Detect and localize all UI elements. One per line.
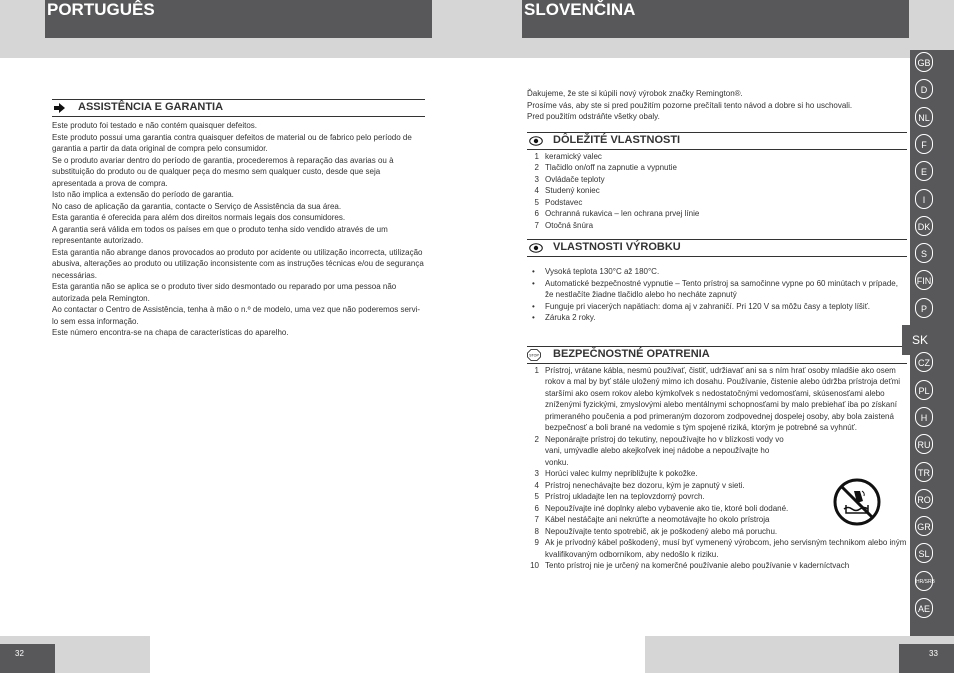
warranty-paragraph: Este produto possui uma garantia contra quaisquer defeitos de material ou de fabrico pelo período de garantia a partir da data original de compra pelo consumidor. bbox=[52, 132, 412, 153]
language-tab-s[interactable]: S bbox=[915, 243, 933, 263]
list-item bbox=[527, 560, 907, 572]
left-page-header bbox=[45, 0, 432, 38]
right-page-header bbox=[522, 0, 909, 38]
language-tab-sl[interactable]: SL bbox=[915, 543, 933, 563]
item-text: Podstavec bbox=[545, 197, 583, 207]
list-item bbox=[527, 220, 907, 232]
item-text: Studený koniec bbox=[545, 186, 600, 195]
item-text: Neponárajte prístroj do tekutiny, nepoužívajte ho v blízkosti vody vo vani, umývadle alebo akejkoľvek inej nádobe a nepoužívajte ho vonku. bbox=[545, 434, 784, 467]
language-tab-nl[interactable]: NL bbox=[915, 107, 933, 127]
item-text: Kábel nestáčajte ani nekrúťte a neomotávajte ho okolo prístroja bbox=[545, 515, 770, 524]
properties-section-header bbox=[527, 239, 907, 257]
language-tab-f[interactable]: F bbox=[915, 134, 933, 154]
warranty-paragraph: Este número encontra-se na chapa de características do aparelho. bbox=[52, 328, 289, 337]
safety-title: BEZPEČNOSTNÉ OPATRENIA bbox=[553, 347, 710, 360]
properties-title: VLASTNOSTI VÝROBKU bbox=[553, 241, 681, 253]
left-page-content bbox=[52, 99, 425, 339]
intro-line: Pred použitím odstráňte všetky obaly. bbox=[527, 112, 660, 121]
item-number: 6 bbox=[534, 503, 539, 513]
warranty-paragraph: Este produto foi testado e não contém quaisquer defeitos. bbox=[52, 121, 258, 130]
language-tab-h[interactable]: H bbox=[915, 407, 933, 427]
language-tab-sk[interactable]: SK bbox=[902, 325, 954, 355]
language-tab-gb[interactable]: GB bbox=[915, 52, 933, 72]
warranty-text bbox=[52, 120, 425, 339]
bullet-item: • Automatické bezpečnostné vypnutie – Tento prístroj sa samočinne vypne po 60 minútach v prípade, že nestlačíte žiadne tlačidlo alebo ho necháte zapnutý bbox=[527, 278, 907, 301]
list-item bbox=[527, 151, 907, 163]
list-item bbox=[527, 434, 907, 469]
item-text: Prístroj nenechávajte bez dozoru, kým je zapnutý v sieti. bbox=[545, 480, 745, 490]
bullet-item: • Záruka 2 roky. bbox=[527, 312, 907, 324]
right-page-number: 33 bbox=[929, 649, 938, 658]
item-number: 5 bbox=[534, 492, 539, 501]
item-number: 9 bbox=[534, 538, 539, 547]
warranty-paragraph: Esta garantia é oferecida para além dos direitos normais legais dos consumidores. bbox=[52, 213, 346, 222]
language-tab-ro[interactable]: RO bbox=[915, 489, 933, 509]
warranty-paragraph: Se o produto avariar dentro do período de garantia, procederemos à reparação das avarias ou à substituição do produto ou de qualquer peça do mesmo sem qualquer custo, desde que seja apresentada a prova de compra. bbox=[52, 155, 394, 188]
item-text: keramický valec bbox=[545, 151, 602, 161]
eye-icon bbox=[529, 136, 543, 150]
intro-text bbox=[527, 88, 907, 123]
intro-line: Prosíme vás, aby ste si pred použitím pozorne prečítali tento návod a dobre si ho uschovali. bbox=[527, 100, 853, 110]
safety-list bbox=[527, 365, 907, 572]
item-text: Tento prístroj nie je určený na komerčné používanie alebo používanie v kaderníctvach bbox=[545, 561, 850, 570]
item-number: 3 bbox=[534, 469, 539, 478]
item-text: Ak je prívodný kábel poškodený, musí byť vymenený výrobcom, jeho servisným technikom alebo iným kvalifikovaným odborníkom, aby nedošlo k riziku. bbox=[545, 538, 907, 559]
list-item bbox=[527, 174, 907, 186]
language-tab-p[interactable]: P bbox=[915, 298, 933, 318]
list-item bbox=[527, 537, 907, 560]
item-number: 4 bbox=[534, 480, 539, 490]
item-text: Prístroj ukladajte len na teplovzdorný povrch. bbox=[545, 492, 705, 501]
item-number: 1 bbox=[534, 365, 539, 375]
list-item bbox=[527, 162, 907, 174]
item-text: Horúci valec kulmy nepribližujte k pokožke. bbox=[545, 469, 698, 478]
warranty-paragraph: Esta garantia não abrange danos provocados ao produto por acidente ou utilização incorrecta, utilização abusiva, alterações ao produto ou utilização inconsistente com as instruções técnicas e/ou de segurança necessárias. bbox=[52, 247, 424, 280]
language-tab-fin[interactable]: FIN bbox=[915, 270, 933, 290]
language-tab-tr[interactable]: TR bbox=[915, 462, 933, 482]
eye-icon bbox=[529, 243, 543, 257]
right-page-title: SLOVENČINA bbox=[524, 0, 636, 19]
features-section-header bbox=[527, 132, 907, 150]
item-number: 5 bbox=[534, 197, 539, 207]
item-number: 7 bbox=[534, 515, 539, 524]
left-page-title: PORTUGUÊS bbox=[47, 0, 155, 19]
language-tab-ru[interactable]: RU bbox=[915, 434, 933, 454]
warranty-title: ASSISTÊNCIA E GARANTIA bbox=[78, 101, 224, 113]
warranty-paragraph: No caso de aplicação da garantia, contacte o Serviço de Assistência da sua área. bbox=[52, 201, 342, 211]
item-text: Ovládače teploty bbox=[545, 174, 605, 184]
bullet-item: • Vysoká teplota 130°C až 180°C. bbox=[527, 266, 907, 278]
warranty-paragraph: A garantia será válida em todos os países em que o produto tenha sido vendido através de um representante autorizado. bbox=[52, 224, 388, 245]
properties-list bbox=[527, 266, 907, 324]
item-text: Nepoužívajte iné doplnky alebo vybavenie ako tie, ktoré boli dodané. bbox=[545, 503, 789, 513]
features-list bbox=[527, 151, 907, 232]
item-text: Otočná šnúra bbox=[545, 220, 594, 230]
warranty-paragraph: Esta garantia não se aplica se o produto tiver sido desmontado ou reparado por uma pessoa não autorizada pela Remington. bbox=[52, 282, 397, 303]
list-item bbox=[527, 185, 907, 197]
no-water-symbol-icon bbox=[832, 477, 882, 532]
stop-icon-label: STOP bbox=[529, 353, 539, 357]
stop-icon bbox=[527, 349, 541, 365]
language-tab-hr-srb[interactable]: HR/SRB bbox=[915, 571, 933, 591]
item-text: Tlačidlo on/off na zapnutie a vypnutie bbox=[545, 163, 677, 172]
bullet-item: • Funguje pri viacerých napätiach: doma aj v zahraničí. Pri 120 V sa môžu časy a teploty líšiť. bbox=[527, 301, 907, 313]
language-tab-dk[interactable]: DK bbox=[915, 216, 933, 236]
item-number: 6 bbox=[534, 209, 539, 218]
left-page-number: 32 bbox=[15, 649, 24, 658]
warranty-paragraph: Isto não implica a extensão do período de garantia. bbox=[52, 190, 234, 199]
item-number: 4 bbox=[534, 186, 539, 195]
language-tab-pl[interactable]: PL bbox=[915, 380, 933, 400]
warranty-paragraph: Ao contactar o Centro de Assistência, tenha à mão o n.º de modelo, uma vez que não poderemos servi-lo sem essa informação. bbox=[52, 305, 421, 326]
language-tab-cz[interactable]: CZ bbox=[915, 352, 933, 372]
item-text: Nepoužívajte tento spotrebič, ak je poškodený alebo má poruchu. bbox=[545, 526, 778, 536]
item-text: Prístroj, vrátane kábla, nesmú používať, čistiť, udržiavať ani sa s ním hrať osoby mladšie ako osem rokov a mal by byť stále uložený mimo ich dosahu. Používanie, čistenie alebo údržba prístroja deťmi staršími ako osem rokov alebo kýmkoľvek s nedostatočnými vedomosťami, skúsenosťami alebo zníženými fyzickými, zmyslovými alebo mentálnymi schopnosťami by malo prebiehať iba po získaní primeraného poučenia a pod primeraným dozorom zodpovednej dospelej osoby, aby bola zaistená bezpečnosť a boli brané na vedomie s tým spojené riziká, ktorým je potrebné sa vyhnúť. bbox=[545, 365, 901, 432]
language-tab-d[interactable]: D bbox=[915, 79, 933, 99]
item-text: Ochranná rukavica – len ochrana prvej línie bbox=[545, 209, 700, 218]
item-number: 2 bbox=[534, 434, 539, 444]
list-item bbox=[527, 208, 907, 220]
language-tab-ae[interactable]: AE bbox=[915, 598, 933, 618]
list-item bbox=[527, 197, 907, 209]
list-item bbox=[527, 365, 907, 434]
language-tab-e[interactable]: E bbox=[915, 161, 933, 181]
warranty-section-header bbox=[52, 99, 425, 117]
item-number: 8 bbox=[534, 526, 539, 536]
item-number: 2 bbox=[534, 163, 539, 172]
arrow-icon bbox=[54, 103, 65, 117]
item-number: 7 bbox=[534, 220, 539, 230]
right-page-number-box bbox=[899, 644, 954, 673]
intro-line: Ďakujeme, že ste si kúpili nový výrobok značky Remington®. bbox=[527, 89, 743, 98]
features-title: DÔLEŽITÉ VLASTNOSTI bbox=[553, 133, 681, 146]
language-tab-i[interactable]: I bbox=[915, 189, 933, 209]
item-number: 1 bbox=[534, 151, 539, 161]
safety-section-header bbox=[527, 346, 907, 364]
item-number: 10 bbox=[530, 561, 539, 570]
language-tab-gr[interactable]: GR bbox=[915, 516, 933, 536]
item-number: 3 bbox=[534, 174, 539, 184]
language-tabs bbox=[910, 50, 954, 636]
left-page-number-box bbox=[0, 644, 55, 673]
